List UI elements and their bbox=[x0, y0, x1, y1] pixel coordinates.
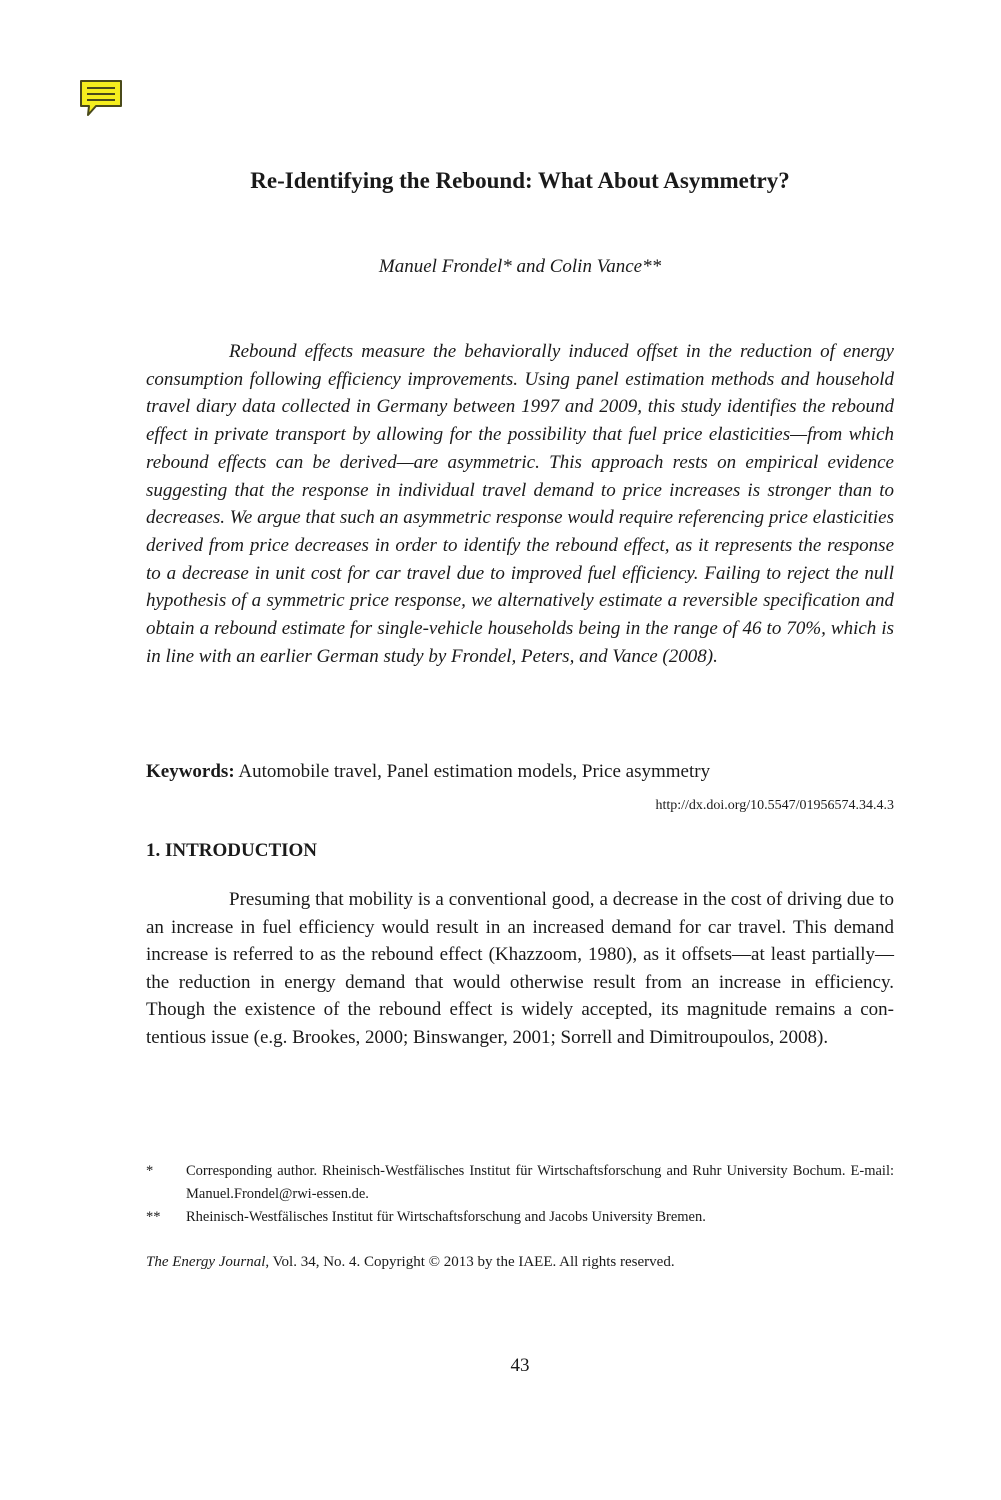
footnote bbox=[146, 1206, 894, 1229]
journal-copyright-line bbox=[146, 1254, 894, 1271]
paper-title: Re-Identifying the Rebound: What About Asymmetry? bbox=[250, 168, 790, 193]
footnote-text: Corresponding author. Rheinisch-Westfälisches Institut für Wirtschaftsforschung and Ruhr University Bochum. E-mail: Manuel.Frondel@rwi-essen.de. bbox=[186, 1163, 894, 1202]
section-heading-introduction: 1. INTRODUCTION bbox=[146, 840, 318, 861]
page-number: 43 bbox=[510, 1355, 530, 1376]
footnote-mark: ** bbox=[146, 1209, 161, 1225]
keywords-line bbox=[146, 761, 894, 783]
comment-note-icon[interactable] bbox=[78, 78, 124, 118]
keywords-label: Keywords: bbox=[146, 761, 235, 782]
doi-link[interactable]: http://dx.doi.org/10.5547/01956574.34.4.3 bbox=[655, 798, 894, 813]
keywords-list: Automobile travel, Panel estimation models, Price asymmetry bbox=[238, 761, 711, 782]
footnote bbox=[146, 1160, 894, 1206]
footnote-text: Rheinisch-Westfälisches Institut für Wirtschaftsforschung and Jacobs University Bremen. bbox=[186, 1209, 706, 1225]
abstract: Rebound effects measure the behaviorally induced offset in the reduction of energy consumption following efficiency improvements. Using panel estimation methods and household travel diary data collected in Germany between 1997 and 2009, this study identifies the rebound effect in private transport by allowing for the possibility that fuel price elasticities—from which rebound effects can be derived—are asymmetric. This approach rests on empirical evidence suggesting that the response in individual travel demand to price increases is stronger than to decreases. We argue that such an asymmetric response would require referencing price elasticities derived from price decreases in order to identify the rebound effect, as it represents the response to a decrease in unit cost for car travel due to improved fuel efficiency. Failing to reject the null hypothesis of a symmetric price response, we alternatively estimate a reversible specification and obtain a rebound estimate for single-vehicle households being in the range of 46 to 70%, which is in line with an earlier German study by Frondel, Peters, and Vance (2008). bbox=[146, 341, 894, 667]
introduction-paragraph: Presuming that mobility is a conventional good, a decrease in the cost of driving due to an increase in fuel efficiency would result in an increased demand for car travel. This demand increase is referred to as the rebound effect (Khazzoom, 1980), as it offsets—at least partially—the reduction in energy demand that would otherwise result from an increase in efficiency. Though the existence of the rebound effect is widely accepted, its magnitude remains a contentious issue (e.g. Brookes, 2000; Binswanger, 2001; Sorrell and Dimitroupoulos, 2008). bbox=[146, 889, 894, 1048]
footnotes bbox=[146, 1160, 894, 1229]
journal-details: , Vol. 34, No. 4. Copyright © 2013 by the IAEE. All rights reserved. bbox=[265, 1254, 675, 1270]
footnote-mark: * bbox=[146, 1163, 154, 1179]
paper-authors: Manuel Frondel* and Colin Vance** bbox=[378, 256, 662, 277]
journal-name: The Energy Journal bbox=[146, 1254, 266, 1270]
